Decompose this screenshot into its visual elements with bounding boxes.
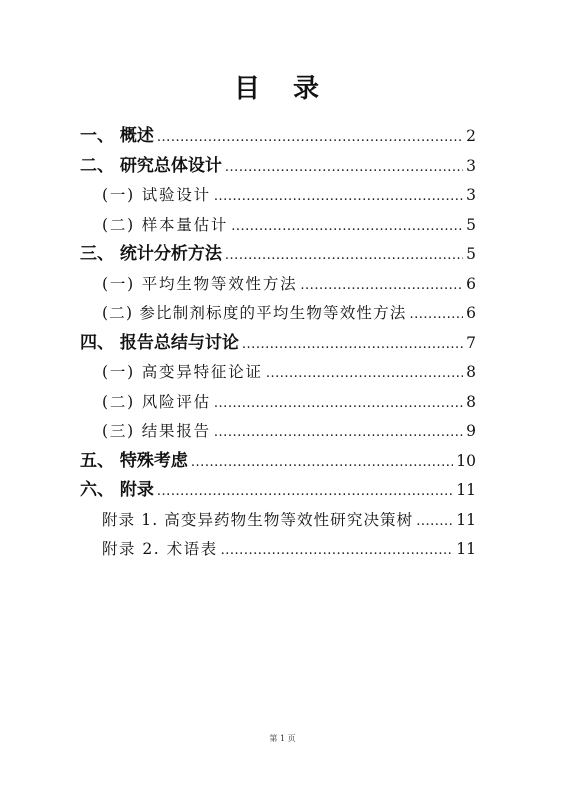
toc-entry-label: (二) 样本量估计	[102, 215, 229, 234]
toc-entry-label: (二) 参比制剂标度的平均生物等效性方法	[102, 304, 407, 322]
toc-leader	[157, 477, 453, 506]
toc-entry[interactable]	[80, 152, 476, 182]
toc-entry[interactable]	[80, 329, 476, 359]
toc-entry-page: 6	[466, 274, 476, 293]
toc-leader	[157, 123, 463, 152]
toc-leader	[191, 448, 453, 477]
toc-leader	[225, 241, 463, 270]
toc-entry[interactable]	[80, 358, 476, 388]
toc-entry[interactable]	[80, 299, 476, 329]
toc-leader	[214, 418, 463, 447]
toc-entry-page: 3	[466, 156, 476, 175]
toc-leader	[214, 389, 463, 418]
toc-entry-label: (一) 高变异特征论证	[102, 363, 263, 381]
toc-entry[interactable]	[80, 240, 476, 270]
table-of-contents	[80, 122, 476, 565]
toc-entry-label: (一) 平均生物等效性方法	[102, 274, 298, 293]
toc-entry[interactable]	[80, 535, 476, 565]
toc-entry-page: 5	[466, 215, 476, 234]
toc-entry[interactable]	[80, 270, 476, 300]
toc-entry-page: 6	[466, 304, 476, 322]
toc-entry-page: 3	[466, 186, 476, 204]
toc-entry-label: 三、 统计分析方法	[80, 244, 222, 264]
toc-entry-label: (一) 试验设计	[102, 186, 211, 204]
toc-entry-page: 10	[456, 451, 476, 470]
toc-leader	[214, 182, 463, 211]
toc-leader	[225, 153, 463, 182]
toc-entry[interactable]	[80, 476, 476, 506]
toc-entry-label: (二) 风险评估	[102, 392, 211, 411]
toc-entry-page: 7	[466, 333, 476, 352]
toc-entry-label: 二、 研究总体设计	[80, 155, 222, 176]
toc-entry-label: 五、 特殊考虑	[80, 450, 188, 471]
toc-leader	[410, 300, 464, 329]
toc-entry[interactable]	[80, 388, 476, 418]
page-title: 目 录	[233, 74, 332, 104]
toc-leader	[242, 330, 463, 359]
toc-entry-label: 六、 附录	[80, 480, 154, 500]
toc-entry-page: 11	[456, 510, 476, 529]
toc-entry-label: 附录 2. 术语表	[102, 540, 218, 558]
page-footer: 第 1 页	[269, 734, 296, 743]
toc-entry-label: 附录 1. 高变异药物生物等效性研究决策树	[102, 510, 414, 529]
toc-entry[interactable]	[80, 506, 476, 536]
toc-entry[interactable]	[80, 417, 476, 447]
toc-entry-label: (三) 结果报告	[102, 422, 211, 440]
toc-entry[interactable]	[80, 447, 476, 477]
toc-entry-page: 11	[456, 540, 476, 558]
toc-entry-page: 8	[466, 392, 476, 411]
toc-entry-label: 四、 报告总结与讨论	[80, 332, 239, 353]
toc-entry[interactable]	[80, 181, 476, 211]
toc-entry-page: 8	[466, 363, 476, 381]
toc-entry[interactable]	[80, 122, 476, 152]
toc-entry-page: 9	[466, 422, 476, 440]
toc-entry-page: 2	[466, 127, 476, 145]
toc-leader	[266, 359, 463, 388]
toc-entry-label: 一、 概述	[80, 126, 154, 146]
toc-leader	[221, 536, 454, 565]
toc-entry[interactable]	[80, 211, 476, 241]
toc-leader	[231, 212, 463, 241]
toc-entry-page: 11	[456, 481, 476, 499]
toc-leader	[300, 271, 463, 300]
toc-entry-page: 5	[466, 245, 476, 263]
toc-leader	[416, 507, 453, 536]
